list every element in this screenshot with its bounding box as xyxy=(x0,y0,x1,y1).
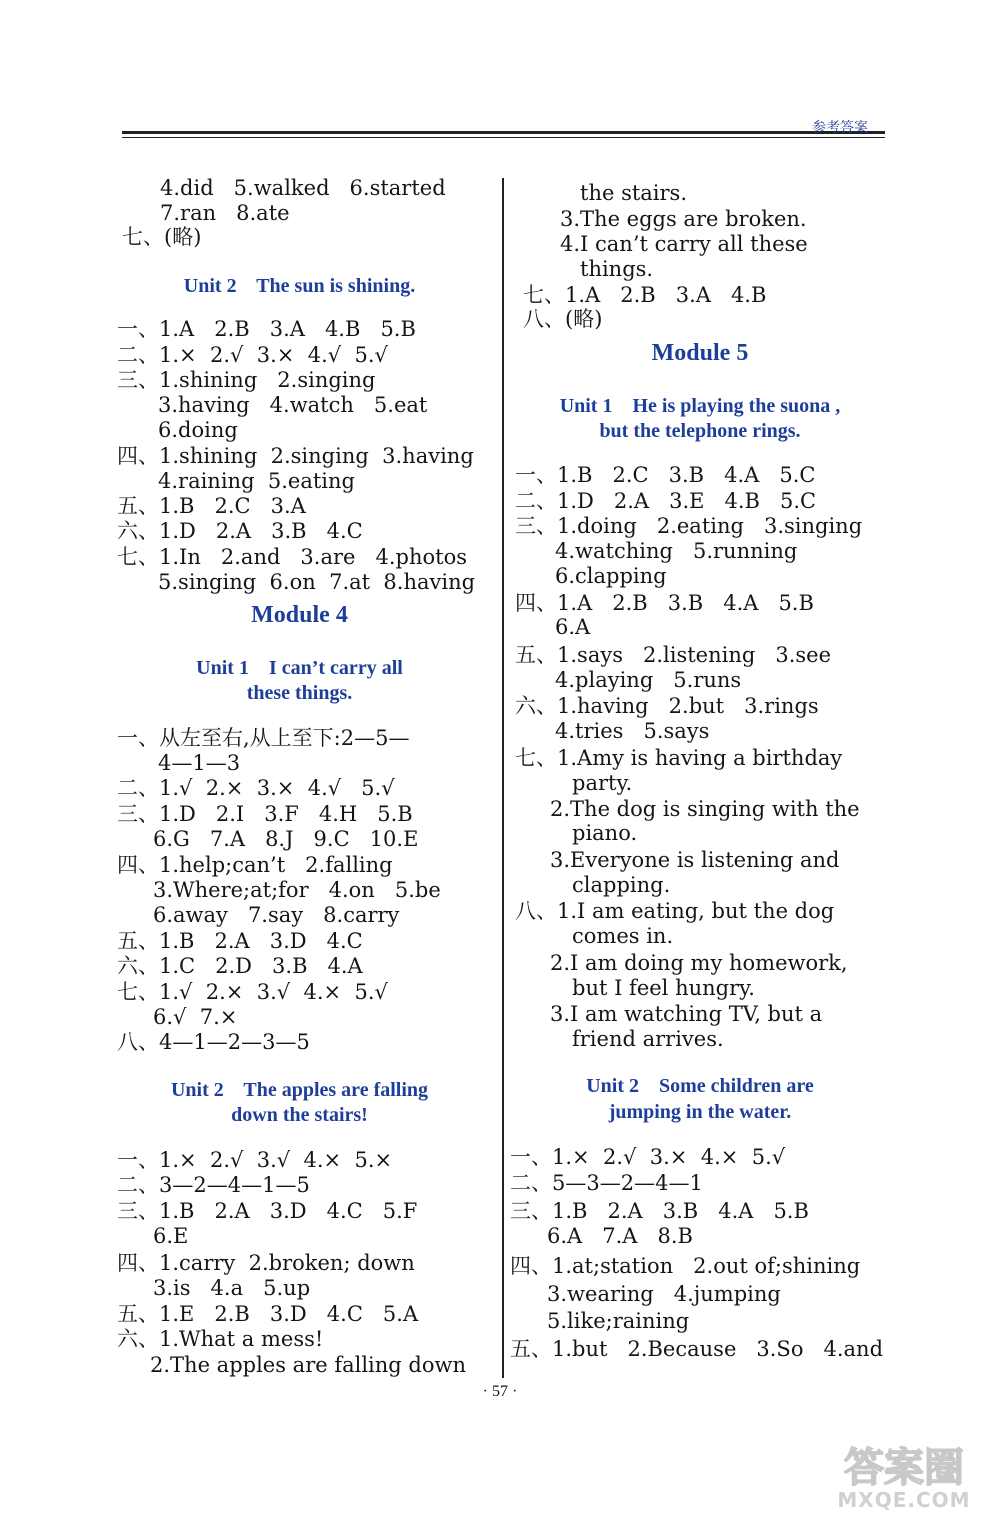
answer-line: the stairs. xyxy=(580,181,688,205)
answer-line: 四、1.carry 2.broken; down xyxy=(117,1251,415,1275)
unit-heading: Unit 2 The apples are falling xyxy=(170,1079,429,1101)
answer-line: 一、1.A 2.B 3.A 4.B 5.B xyxy=(117,317,416,341)
answer-line: 七、1.In 2.and 3.are 4.photos xyxy=(117,545,467,569)
answer-line: 八、(略) xyxy=(523,307,603,331)
answer-line: 四、1.at;station 2.out of;shining xyxy=(510,1254,861,1278)
answer-line: 3.wearing 4.jumping xyxy=(547,1282,781,1306)
answer-line: 八、4—1—2—3—5 xyxy=(117,1030,310,1054)
answer-line: 6.√ 7.× xyxy=(153,1005,238,1029)
answer-line: 4.tries 5.says xyxy=(555,719,710,743)
answer-line: 五、1.E 2.B 3.D 4.C 5.A xyxy=(117,1302,419,1326)
unit-heading: jumping in the water. xyxy=(608,1101,792,1123)
answer-line: 6.clapping xyxy=(555,564,667,588)
answer-line: 二、3—2—4—1—5 xyxy=(117,1173,310,1197)
column-divider xyxy=(502,178,504,1378)
answer-line: 6.away 7.say 8.carry xyxy=(153,903,400,927)
unit-heading: Unit 2 Some children are xyxy=(586,1075,814,1097)
watermark-title: 答案圈 xyxy=(844,1445,964,1491)
answer-line: 六、1.C 2.D 3.B 4.A xyxy=(117,954,363,978)
answer-line: 6.E xyxy=(153,1224,189,1248)
answer-line: 八、1.I am eating, but the dog xyxy=(515,899,835,923)
answer-line: 一、1.B 2.C 3.B 4.A 5.C xyxy=(515,463,816,487)
answer-line: 一、1.× 2.√ 3.√ 4.× 5.× xyxy=(117,1148,393,1172)
answer-line: 六、1.What a mess! xyxy=(117,1327,324,1351)
answer-line: 一、1.× 2.√ 3.× 4.× 5.√ xyxy=(510,1145,786,1169)
answer-line: 六、1.having 2.but 3.rings xyxy=(515,694,819,718)
watermark-logo xyxy=(820,1437,988,1513)
module-heading: Module 5 xyxy=(651,340,749,366)
answer-line: 四、1.A 2.B 3.B 4.A 5.B xyxy=(515,591,814,615)
answer-line: 3.I am watching TV, but a xyxy=(550,1002,823,1026)
answer-line: 6.A 7.A 8.B xyxy=(547,1224,693,1248)
unit-heading: Unit 2 The sun is shining. xyxy=(183,275,416,297)
answer-line: 4.did 5.walked 6.started xyxy=(160,176,446,200)
answer-line: 6.A xyxy=(555,615,591,639)
answer-line: 二、5—3—2—4—1 xyxy=(510,1171,703,1195)
answer-line: 4—1—3 xyxy=(158,751,241,775)
answer-line: 七、1.√ 2.× 3.√ 4.× 5.√ xyxy=(117,980,388,1004)
answer-line: 5.like;raining xyxy=(547,1309,690,1333)
answer-line: 4.playing 5.runs xyxy=(555,668,742,692)
answer-line: 二、1.× 2.√ 3.× 4.√ 5.√ xyxy=(117,343,388,367)
page-number: · 57 · xyxy=(482,1383,518,1400)
answer-line: friend arrives. xyxy=(572,1027,724,1051)
answer-line: 4.watching 5.running xyxy=(555,539,798,563)
answer-line: 4.I can’t carry all these xyxy=(560,232,808,256)
answer-line: clapping. xyxy=(572,873,671,897)
header-label: 参考答案 xyxy=(812,120,868,136)
answer-line: things. xyxy=(580,257,654,281)
header-rule xyxy=(122,131,885,134)
answer-line: 七、1.A 2.B 3.A 4.B xyxy=(523,283,767,307)
answer-line: 2.The apples are falling down xyxy=(150,1353,467,1377)
answer-line: 5.singing 6.on 7.at 8.having xyxy=(158,570,476,594)
answer-line: 3.having 4.watch 5.eat xyxy=(158,393,428,417)
answer-line: 二、1.D 2.A 3.E 4.B 5.C xyxy=(515,489,817,513)
answer-line: piano. xyxy=(572,821,638,845)
unit-heading: but the telephone rings. xyxy=(599,420,801,442)
answer-line: 3.Where;at;for 4.on 5.be xyxy=(153,878,441,902)
answer-line: 3.Everyone is listening and xyxy=(550,848,840,872)
answer-line: comes in. xyxy=(572,924,674,948)
answer-line: 四、1.help;can’t 2.falling xyxy=(117,853,393,877)
answer-line: 五、1.B 2.A 3.D 4.C xyxy=(117,929,363,953)
answer-line: 三、1.doing 2.eating 3.singing xyxy=(515,514,863,538)
answer-line: 五、1.but 2.Because 3.So 4.and xyxy=(510,1337,884,1361)
header-rule-thin xyxy=(122,137,885,138)
watermark-url: MXQE.COM xyxy=(837,1488,971,1512)
answer-line: 3.The eggs are broken. xyxy=(560,207,807,231)
answer-line: 7.ran 8.ate xyxy=(160,201,290,225)
answer-line: 2.The dog is singing with the xyxy=(550,797,860,821)
answer-line: 五、1.says 2.listening 3.see xyxy=(515,643,832,667)
answer-line: but I feel hungry. xyxy=(572,976,755,1000)
answer-line: 七、1.Amy is having a birthday xyxy=(515,746,843,770)
answer-line: party. xyxy=(572,771,633,795)
answer-line: 四、1.shining 2.singing 3.having xyxy=(117,444,474,468)
answer-line: 4.raining 5.eating xyxy=(158,469,355,493)
answer-line: 三、1.shining 2.singing xyxy=(117,368,376,392)
answer-line: 6.doing xyxy=(158,418,238,442)
answer-line: 一、从左至右,从上至下:2—5— xyxy=(117,726,410,750)
answer-line: 三、1.D 2.I 3.F 4.H 5.B xyxy=(117,802,413,826)
answer-line: 三、1.B 2.A 3.B 4.A 5.B xyxy=(510,1199,809,1223)
unit-heading: Unit 1 He is playing the suona , xyxy=(559,395,841,417)
answer-line: 2.I am doing my homework, xyxy=(550,951,848,975)
unit-heading: down the stairs! xyxy=(231,1104,368,1126)
answer-line: 3.is 4.a 5.up xyxy=(153,1276,311,1300)
answer-line: 三、1.B 2.A 3.D 4.C 5.F xyxy=(117,1199,418,1223)
answer-line: 六、1.D 2.A 3.B 4.C xyxy=(117,519,363,543)
answer-line: 七、(略) xyxy=(122,225,202,249)
answer-line: 6.G 7.A 8.J 9.C 10.E xyxy=(153,827,419,851)
answer-line: 二、1.√ 2.× 3.× 4.√ 5.√ xyxy=(117,776,395,800)
answer-line: 五、1.B 2.C 3.A xyxy=(117,494,306,518)
module-heading: Module 4 xyxy=(251,602,348,628)
unit-heading: Unit 1 I can’t carry all xyxy=(196,657,403,679)
unit-heading: these things. xyxy=(246,682,353,704)
